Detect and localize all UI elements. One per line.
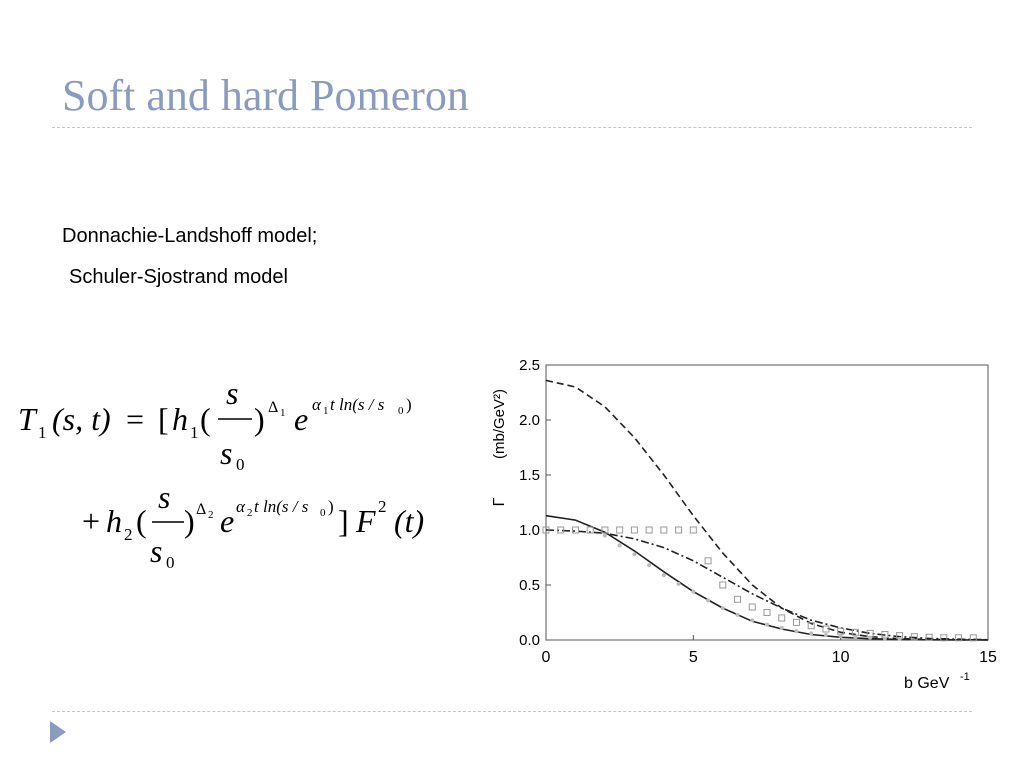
data-point-circle	[736, 613, 740, 617]
x-axis-label: b GeV	[904, 675, 950, 692]
eq-frac2-den: s	[150, 533, 163, 569]
eq-h2-sub: 2	[124, 525, 133, 544]
data-point-circle	[632, 552, 636, 556]
eq-paren-close-1: )	[254, 401, 265, 437]
y-axis-units: (mb/GeV²)	[491, 388, 508, 460]
data-point-circle	[809, 631, 813, 635]
eq-paren-open-2: (	[136, 503, 147, 539]
data-point-square	[676, 527, 682, 533]
data-point-square	[793, 619, 799, 625]
title-divider	[52, 127, 972, 128]
x-tick-label: 10	[831, 649, 850, 666]
data-point-circle	[647, 563, 651, 567]
y-axis-symbol: Γ	[491, 497, 508, 507]
eq-alpha2: α	[236, 497, 245, 516]
data-point-circle	[794, 629, 798, 633]
y-tick-label: 1.5	[519, 467, 540, 484]
data-point-circle	[765, 623, 769, 627]
x-tick-label: 5	[688, 649, 698, 666]
eq-delta2: Δ	[196, 501, 207, 518]
eq-T: T	[18, 401, 36, 437]
data-point-circle	[853, 635, 857, 639]
eq-equals: =	[126, 401, 145, 437]
y-tick-label: 0.5	[519, 577, 540, 594]
data-point-circle	[824, 633, 828, 637]
profile-function-chart	[486, 348, 1006, 694]
x-tick-label: 0	[541, 649, 551, 666]
x-axis-label-sup: -1	[960, 671, 970, 683]
eq-plus: +	[82, 503, 101, 539]
text-line-donnachie: Donnachie-Landshoff model;	[62, 225, 318, 247]
data-point-circle	[677, 582, 681, 586]
data-point-square	[617, 527, 623, 533]
data-point-circle	[898, 637, 902, 641]
bullet-arrow-icon	[50, 721, 66, 743]
eq-close-bracket: ]	[338, 503, 349, 539]
data-point-square	[631, 527, 637, 533]
eq-exp2-sub: 0	[320, 507, 326, 519]
data-point-circle	[618, 543, 622, 547]
eq-F-arg: (t)	[394, 503, 425, 539]
eq-h1: h	[172, 401, 188, 437]
plot-frame	[546, 365, 988, 640]
y-tick-label: 1.0	[519, 522, 540, 539]
data-point-square	[661, 527, 667, 533]
data-point-square	[690, 527, 696, 533]
eq-frac2-num: s	[158, 479, 171, 515]
pomeron-amplitude-equation	[0, 360, 460, 590]
data-point-square	[572, 527, 578, 533]
eq-frac1-den: s	[220, 435, 233, 471]
data-point-circle	[603, 534, 607, 538]
eq-exp1-sub: 0	[398, 405, 404, 417]
eq-exp1: t ln(s / s	[330, 395, 385, 414]
eq-paren-open-1: (	[200, 401, 211, 437]
data-point-square	[705, 558, 711, 564]
eq-delta2-sub: 2	[208, 509, 214, 521]
eq-e2: e	[220, 503, 235, 539]
eq-F: F	[356, 503, 376, 539]
eq-frac2-den-sub: 0	[166, 553, 175, 572]
eq-delta1: Δ	[268, 399, 279, 416]
data-point-circle	[691, 590, 695, 594]
eq-alpha2-sub: 2	[247, 507, 253, 519]
data-point-circle	[662, 573, 666, 577]
data-point-square	[720, 582, 726, 588]
eq-exp2: t ln(s / s	[254, 497, 309, 516]
eq-alpha1-sub: 1	[323, 405, 329, 417]
data-point-circle	[706, 598, 710, 602]
eq-open-bracket: [	[158, 401, 169, 437]
eq-frac1-den-sub: 0	[236, 455, 245, 474]
y-tick-label: 0.0	[519, 632, 540, 649]
eq-h2: h	[106, 503, 122, 539]
eq-alpha1: α	[312, 395, 321, 414]
text-line-schuler: Schuler-Sjostrand model	[69, 266, 288, 288]
data-point-circle	[750, 618, 754, 622]
eq-F-sup: 2	[378, 497, 387, 516]
eq-h1-sub: 1	[190, 423, 199, 442]
y-tick-label: 2.5	[519, 357, 540, 374]
footer-divider	[52, 711, 972, 712]
x-tick-label: 15	[979, 649, 997, 666]
eq-T-sub: 1	[38, 423, 47, 442]
data-point-circle	[839, 634, 843, 638]
data-point-square	[749, 604, 755, 610]
eq-frac1-num: s	[226, 375, 239, 411]
eq-args: (s, t)	[52, 401, 111, 437]
eq-exp2-close: )	[328, 497, 334, 516]
data-point-circle	[868, 636, 872, 640]
slide-title: Soft and hard Pomeron	[62, 71, 469, 120]
data-point-circle	[721, 606, 725, 610]
data-point-square	[735, 596, 741, 602]
data-point-square	[779, 615, 785, 621]
y-tick-label: 2.0	[519, 412, 540, 429]
data-point-circle	[883, 636, 887, 640]
eq-paren-close-2: )	[184, 503, 195, 539]
eq-delta1-sub: 1	[280, 407, 286, 419]
data-point-square	[764, 610, 770, 616]
data-point-square	[646, 527, 652, 533]
eq-e1: e	[294, 401, 309, 437]
data-point-circle	[780, 626, 784, 630]
eq-exp1-close: )	[406, 395, 412, 414]
